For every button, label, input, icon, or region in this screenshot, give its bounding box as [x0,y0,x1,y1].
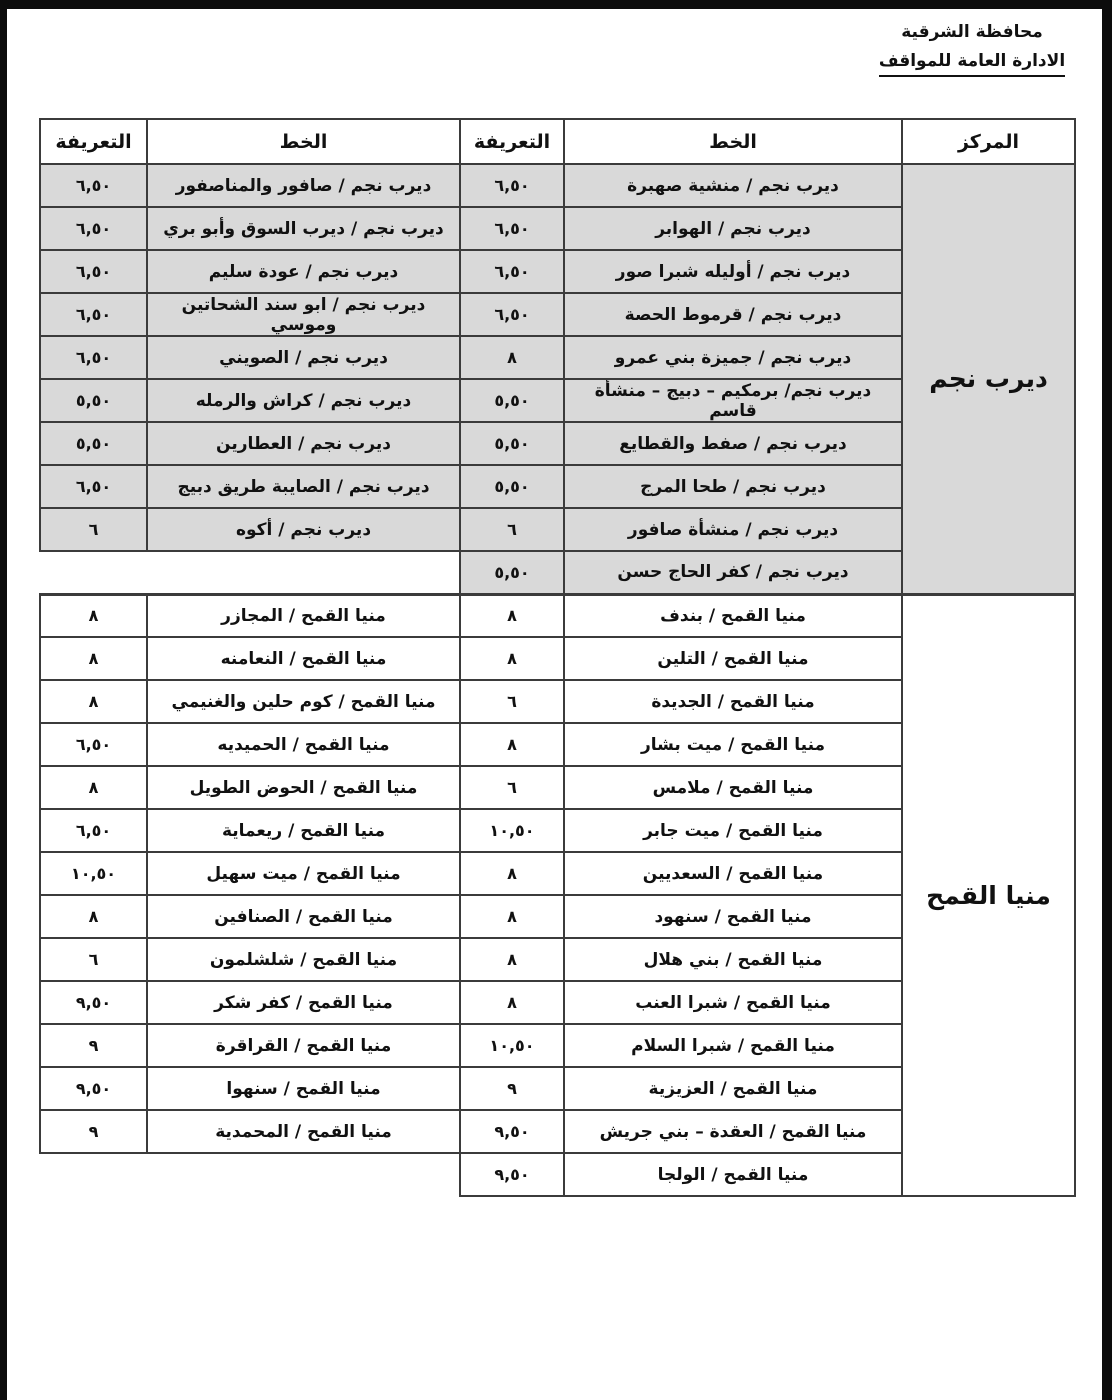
line-cell: ديرب نجم / كفر الحاج حسن [564,551,902,594]
line-cell: منيا القمح / النعامنه [147,637,460,680]
group-minya-el-qamh [40,594,1075,1196]
fare-cell: ٦,٥٠ [40,164,147,207]
fare-cell: ٦,٥٠ [40,207,147,250]
line-cell: منيا القمح / ريعماية [147,809,460,852]
line-cell: منيا القمح / ملامس [564,766,902,809]
line-cell: منيا القمح / التلين [564,637,902,680]
line-cell: منيا القمح / شلشلمون [147,938,460,981]
fare-cell: ٩,٥٠ [460,1110,564,1153]
line-cell: منيا القمح / الحميديه [147,723,460,766]
line-cell: منيا القمح / ميت جابر [564,809,902,852]
fare-cell: ٦,٥٠ [460,293,564,336]
line-cell: منيا القمح / القراقرة [147,1024,460,1067]
line-cell: ديرب نجم / قرموط الحصة [564,293,902,336]
fare-cell: ٨ [460,981,564,1024]
line-cell: منيا القمح / الولجا [564,1153,902,1196]
line-cell: منيا القمح / كفر شكر [147,981,460,1024]
line-cell: ديرب نجم / كراش والرمله [147,379,460,422]
fare-cell: ٦,٥٠ [40,465,147,508]
fare-cell: ٦,٥٠ [40,723,147,766]
col-header-line-l: الخط [147,119,460,164]
fare-cell: ٨ [460,723,564,766]
department-title: الادارة العامة للمواقف [879,51,1065,77]
fare-cell: ٥,٥٠ [460,465,564,508]
line-cell: ديرب نجم / صفط والقطايع [564,422,902,465]
page-header [872,22,1072,77]
fare-cell: ٦,٥٠ [40,336,147,379]
line-cell: ديرب نجم / العطارين [147,422,460,465]
line-cell: منيا القمح / سنهوا [147,1067,460,1110]
fare-cell: ٨ [460,852,564,895]
line-cell: منيا القمح / ميت سهيل [147,852,460,895]
line-cell: ديرب نجم / الصويني [147,336,460,379]
line-cell: منيا القمح / سنهود [564,895,902,938]
empty-cell [40,551,460,594]
line-cell: منيا القمح / شبرا السلام [564,1024,902,1067]
fare-cell: ١٠,٥٠ [40,852,147,895]
fare-cell: ٩ [460,1067,564,1110]
fare-cell: ٦ [40,938,147,981]
fare-cell: ٦,٥٠ [460,250,564,293]
fare-cell: ٨ [40,680,147,723]
fare-cell: ٥,٥٠ [460,422,564,465]
line-cell: ديرب نجم / أوليله شبرا صور [564,250,902,293]
fare-cell: ٦ [460,766,564,809]
line-cell: ديرب نجم / عودة سليم [147,250,460,293]
line-cell: منيا القمح / السعديين [564,852,902,895]
line-cell: ديرب نجم / ابو سند الشحاتين وموسي [147,293,460,336]
col-header-line-r: الخط [564,119,902,164]
fare-cell: ٥,٥٠ [460,551,564,594]
line-cell: منيا القمح / الحوض الطويل [147,766,460,809]
line-cell: ديرب نجم / منشية صهبرة [564,164,902,207]
empty-cell [40,1153,460,1196]
fare-cell: ٩,٥٠ [460,1153,564,1196]
fare-cell: ٥,٥٠ [460,379,564,422]
line-cell: منيا القمح / المحمدية [147,1110,460,1153]
line-cell: ديرب نجم / جميزة بني عمرو [564,336,902,379]
scan-edge-top [0,0,1112,9]
line-cell: منيا القمح / العزيزية [564,1067,902,1110]
fare-cell: ٦,٥٠ [460,207,564,250]
table-header-row [40,119,1075,164]
fare-cell: ٨ [460,895,564,938]
fare-cell: ٨ [460,938,564,981]
fare-cell: ١٠,٥٠ [460,809,564,852]
table-row [40,164,1075,207]
fare-cell: ٥,٥٠ [40,379,147,422]
fare-cell: ٨ [40,637,147,680]
group-dirb-negm [40,164,1075,594]
fare-cell: ٩,٥٠ [40,981,147,1024]
table-row [40,594,1075,637]
fare-cell: ٨ [40,895,147,938]
fare-cell: ٦,٥٠ [40,809,147,852]
fare-cell: ٦ [460,508,564,551]
line-cell: منيا القمح / بندف [564,594,902,637]
fare-cell: ٦,٥٠ [460,164,564,207]
line-cell: منيا القمح / كوم حلين والغنيمي [147,680,460,723]
fare-cell: ٨ [460,336,564,379]
fare-cell: ٥,٥٠ [40,422,147,465]
governorate-title: محافظة الشرقية [901,22,1043,42]
fare-cell: ٨ [40,594,147,637]
fares-table [39,118,1076,1197]
fare-cell: ٦ [460,680,564,723]
line-cell: ديرب نجم / الصايبة طريق دبيج [147,465,460,508]
center-cell: ديرب نجم [902,164,1075,594]
col-header-tariff-l: التعريفة [40,119,147,164]
scan-edge-left [0,0,7,1400]
col-header-center: المركز [902,119,1075,164]
line-cell: منيا القمح / ميت بشار [564,723,902,766]
fare-cell: ٩ [40,1024,147,1067]
fare-cell: ٩,٥٠ [40,1067,147,1110]
fare-cell: ٦,٥٠ [40,293,147,336]
line-cell: منيا القمح / شبرا العنب [564,981,902,1024]
fare-cell: ٦,٥٠ [40,250,147,293]
fare-cell: ٩ [40,1110,147,1153]
line-cell: منيا القمح / العقدة – بني جريش [564,1110,902,1153]
line-cell: ديرب نجم / ديرب السوق وأبو بري [147,207,460,250]
scan-edge-right [1102,0,1112,1400]
fare-cell: ٦ [40,508,147,551]
line-cell: ديرب نجم / الهوابر [564,207,902,250]
line-cell: منيا القمح / المجازر [147,594,460,637]
line-cell: منيا القمح / الصنافين [147,895,460,938]
line-cell: ديرب نجم / صافور والمناصفور [147,164,460,207]
fare-cell: ٨ [460,637,564,680]
line-cell: منيا القمح / الجديدة [564,680,902,723]
col-header-tariff-r: التعريفة [460,119,564,164]
fare-cell: ٨ [460,594,564,637]
line-cell: ديرب نجم / منشأة صافور [564,508,902,551]
fare-cell: ١٠,٥٠ [460,1024,564,1067]
fare-cell: ٨ [40,766,147,809]
line-cell: ديرب نجم/ برمكيم – دبيج – منشأة قاسم [564,379,902,422]
line-cell: ديرب نجم / أكوه [147,508,460,551]
line-cell: ديرب نجم / طحا المرج [564,465,902,508]
line-cell: منيا القمح / بني هلال [564,938,902,981]
center-cell: منيا القمح [902,594,1075,1196]
